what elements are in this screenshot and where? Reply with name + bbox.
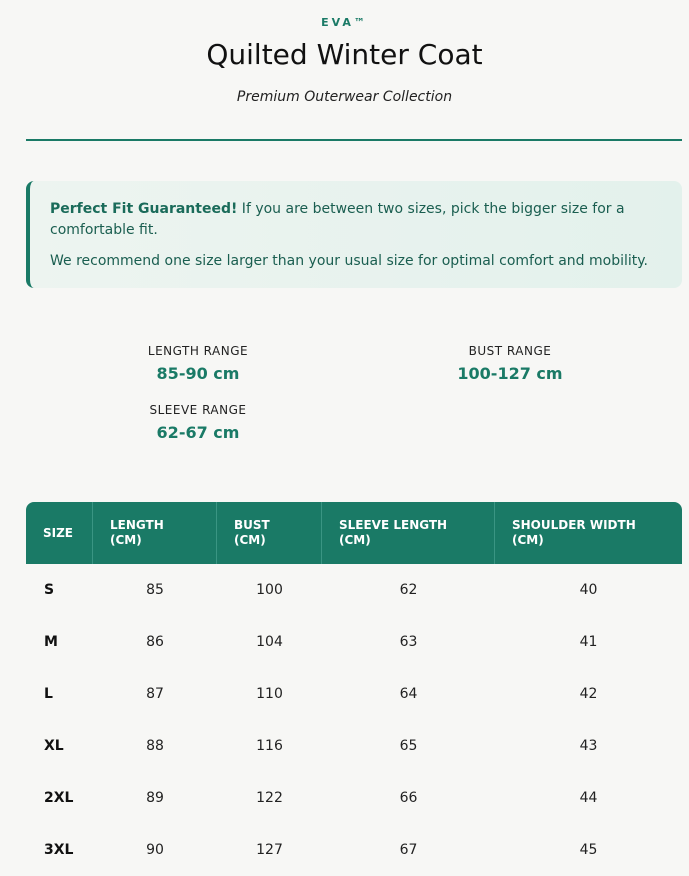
size-cell: 2XL [44,790,74,806]
size-cell: S [44,582,55,598]
length-range [98,344,298,383]
table-row [26,824,682,876]
size-cell: 3XL [44,842,74,858]
page-subtitle: Premium Outerwear Collection [236,89,453,105]
sleeve-range [98,403,298,442]
table-row [26,720,682,772]
bust-cell: 116 [256,738,283,754]
brand-name: EVA™ [321,16,368,29]
table-row [26,564,682,616]
size-table [26,502,682,876]
length-range-label: LENGTH RANGE [147,344,249,358]
column-header-bust: BUST (CM) [217,502,322,564]
bust-cell: 122 [256,790,283,806]
sleeve-length-cell: 67 [399,842,418,858]
length-cell: 89 [146,790,164,806]
sleeve-length-cell: 62 [399,582,418,598]
shoulder-width-cell: 43 [579,738,598,754]
size-cell: M [44,634,58,650]
sleeve-length-cell: 63 [399,634,418,650]
table-row [26,772,682,824]
fit-recommendation: We recommend one size larger than your usual size for optimal comfort and mobility. [50,253,648,269]
length-range-value: 85-90 cm [156,364,240,383]
bust-range-label: BUST RANGE [468,344,552,358]
sleeve-range-value: 62-67 cm [156,423,240,442]
sleeve-length-cell: 65 [399,738,418,754]
length-cell: 90 [146,842,164,858]
sleeve-length-cell: 66 [399,790,418,806]
shoulder-width-cell: 40 [579,582,598,598]
length-cell: 87 [146,686,164,702]
length-cell: 88 [146,738,164,754]
column-header-size: SIZE [26,502,93,564]
shoulder-width-cell: 42 [579,686,598,702]
size-cell: L [44,686,53,702]
length-cell: 86 [146,634,164,650]
fit-notice-heading: Perfect Fit Guaranteed! [50,201,238,217]
bust-cell: 110 [256,686,283,702]
column-header-shoulder-width: SHOULDER WIDTH (CM) [495,502,682,564]
bust-range [410,344,610,383]
size-cell: XL [44,738,64,754]
fit-notice-body: If you are between two sizes, pick the bigger size for a comfortable fit. [50,201,625,238]
page-title: Quilted Winter Coat [206,38,483,71]
fit-notice-text [50,199,662,241]
bust-cell: 127 [256,842,283,858]
shoulder-width-cell: 41 [579,634,598,650]
fit-notice [26,181,682,288]
size-chart [26,502,682,876]
bust-cell: 100 [256,582,283,598]
header-divider [26,139,682,141]
table-header-row [26,502,682,564]
shoulder-width-cell: 44 [579,790,598,806]
shoulder-width-cell: 45 [579,842,598,858]
table-row [26,668,682,720]
column-header-sleeve-length: SLEEVE LENGTH (CM) [322,502,495,564]
table-row [26,616,682,668]
bust-cell: 104 [256,634,283,650]
sleeve-length-cell: 64 [399,686,418,702]
sleeve-range-label: SLEEVE RANGE [149,403,247,417]
column-header-length: LENGTH (CM) [93,502,217,564]
bust-range-value: 100-127 cm [457,364,563,383]
length-cell: 85 [146,582,164,598]
